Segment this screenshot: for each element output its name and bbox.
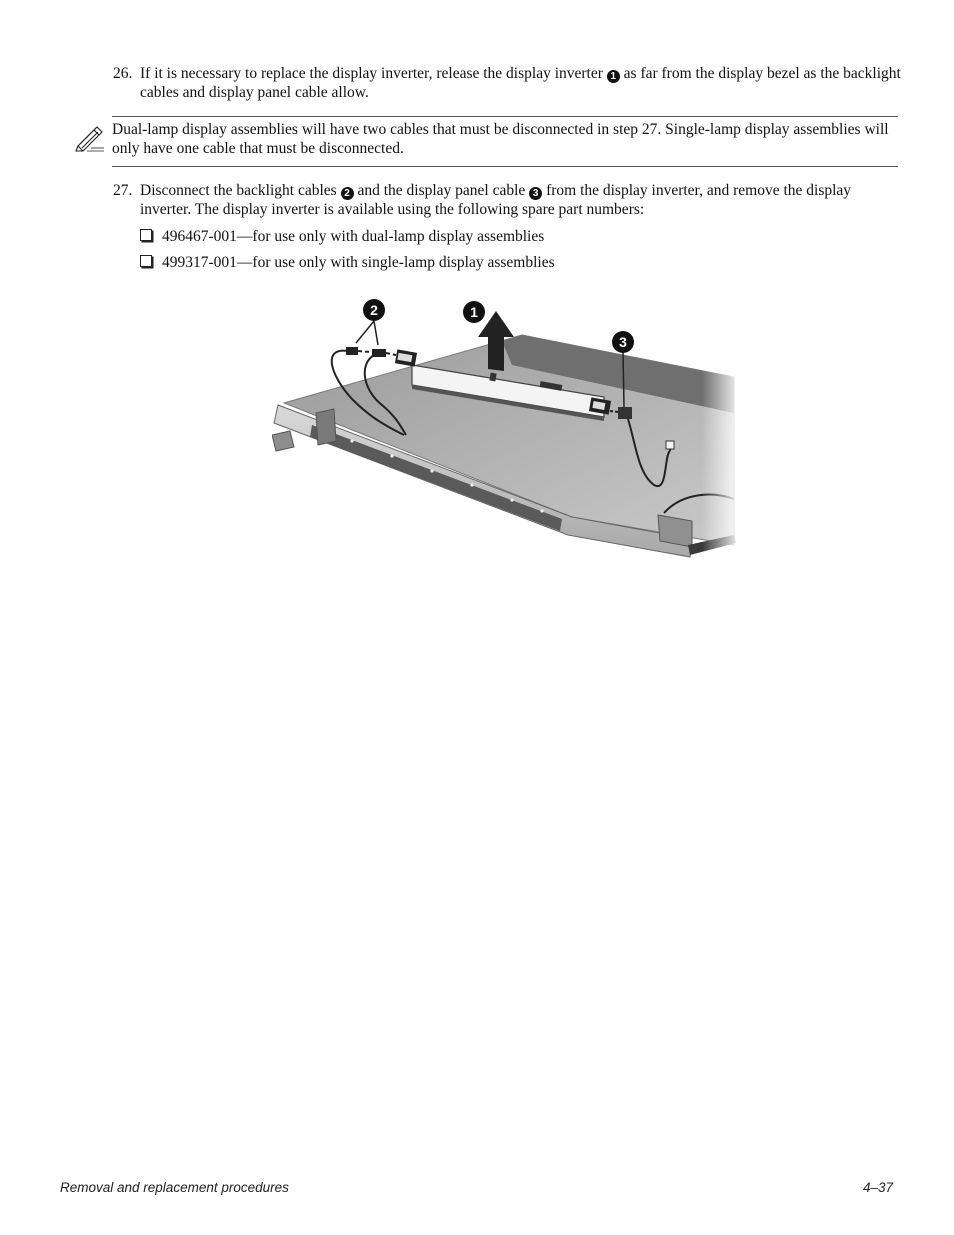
note-top-rule: [112, 116, 898, 117]
figure-callout-label: 2: [370, 302, 378, 318]
callout-3: 3: [529, 187, 542, 200]
checkbox-bullet-icon: [140, 229, 152, 241]
pencil-note-icon: [74, 124, 106, 152]
footer-page-number: 4–37: [862, 1180, 893, 1195]
step-text: [140, 64, 903, 102]
step-text-part: and the display panel cable: [353, 182, 530, 199]
part-number-item: [140, 227, 544, 246]
step-text-part: as far from the display bezel as the backlight cables and display panel cable allow.: [140, 65, 901, 101]
step-27: [113, 181, 903, 219]
step-26: [113, 64, 903, 102]
step-text-part: from the display inverter, and remove the display inverter. The display inverter is available using the following spare part numbers:: [140, 182, 852, 218]
step-number: 27.: [113, 182, 133, 199]
footer-section-title: Removal and replacement procedures: [60, 1180, 289, 1195]
figure-callout-label: 3: [619, 334, 627, 350]
callout-1: 1: [607, 70, 620, 83]
figure-callout-3: [612, 331, 634, 353]
part-number-text: 499317-001—for use only with single-lamp display assemblies: [162, 254, 555, 271]
checkbox-bullet-icon: [140, 255, 152, 267]
callout-2: 2: [341, 187, 354, 200]
part-number-text: 496467-001—for use only with dual-lamp display assemblies: [162, 228, 545, 245]
inverter-illustration: [272, 295, 742, 570]
step-text-part: If it is necessary to replace the display inverter, release the display inverter: [140, 65, 607, 82]
note-bottom-rule: [112, 166, 898, 167]
step-text: [140, 181, 903, 219]
figure-callout-2: [363, 299, 385, 321]
step-text-part: Disconnect the backlight cables: [140, 182, 341, 199]
figure-callout-label: 1: [470, 304, 478, 320]
figure-callout-1: [463, 301, 485, 323]
note-text: Dual-lamp display assemblies will have two cables that must be disconnected in step 27. Single-lamp display assemblies will only have one cable that must be disconnected.: [112, 121, 889, 157]
inverter-removal-figure: [272, 295, 742, 570]
step-number: 26.: [113, 65, 133, 82]
part-number-item: [140, 253, 555, 272]
